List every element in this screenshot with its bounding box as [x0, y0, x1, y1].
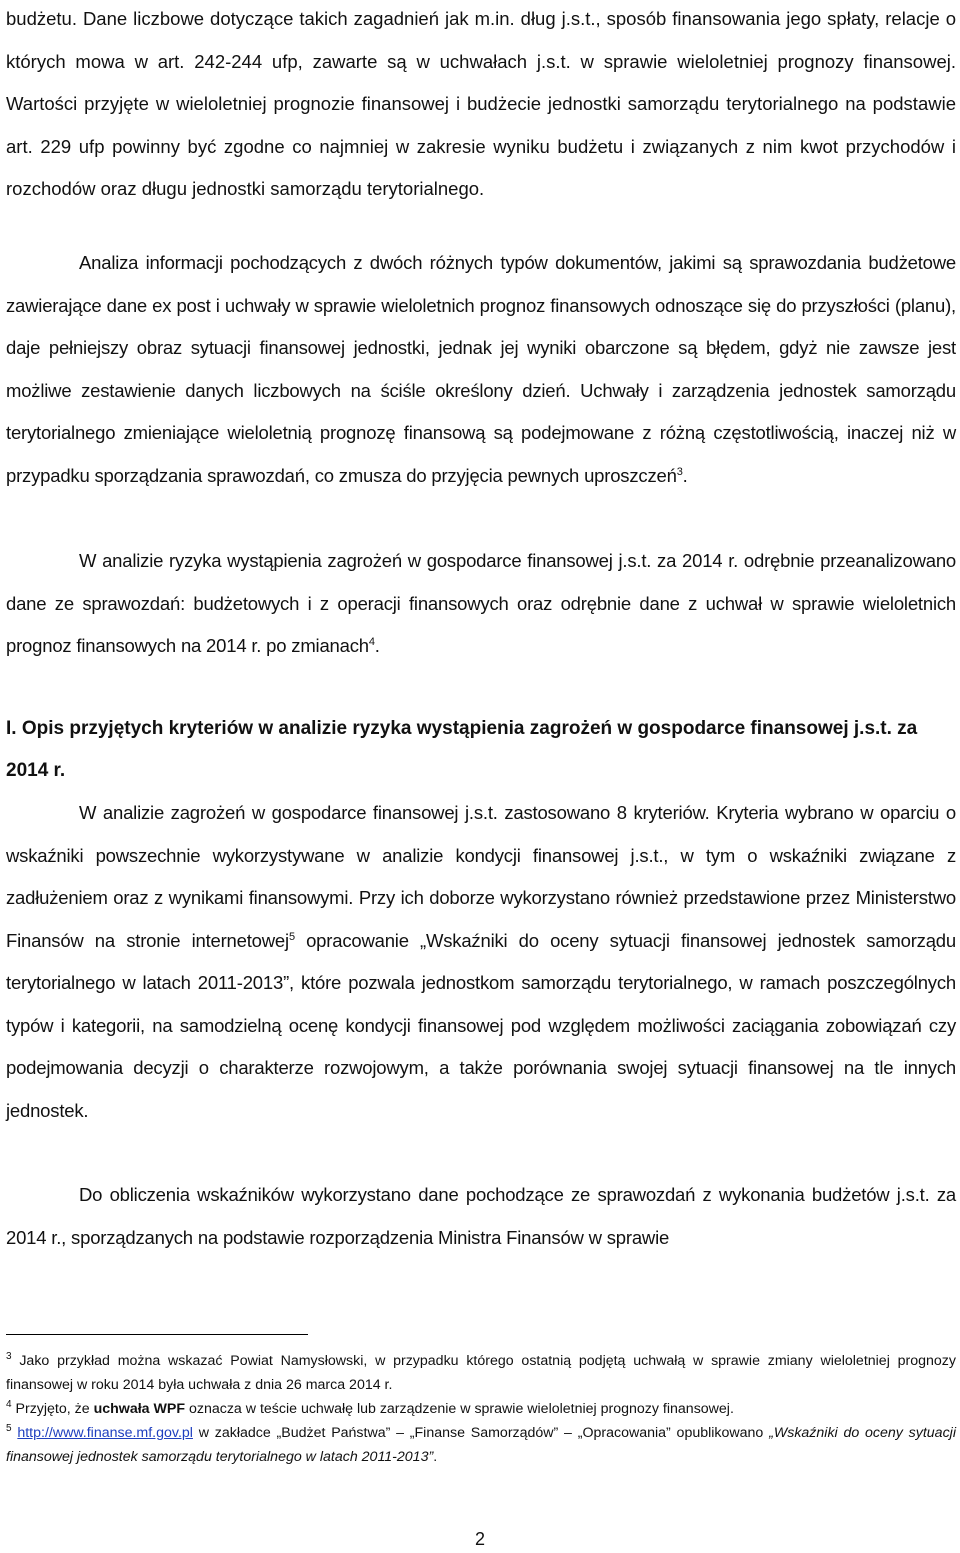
- paragraph-end: .: [682, 464, 688, 486]
- footnote-ref-4[interactable]: 4: [368, 636, 375, 648]
- paragraph-wpf-budget: budżetu. Dane liczbowe dotyczące takich zagadnień jak m.in. dług j.s.t., sposób finansowania jego spłaty, relacje o których mowa w art. 242-244 ufp, zawarte są w uchwałach j.s.t. w sprawie wieloletniej prognozy finansowej. Wartości przyjęte w wieloletniej prognozie finansowej i budżecie jednostki samorządu terytorialnego na podstawie art. 229 ufp powinny być zgodne co najmniej w zakresie wyniku budżetu i związanych z nim kwot przychodów i rozchodów oraz długu jednostki samorządu terytorialnego.: [6, 8, 956, 199]
- footnote-text: Przyjęto, że: [11, 1401, 94, 1417]
- footnote-5: [6, 1421, 956, 1469]
- footnote-italic-title: „Wskaźniki do oceny sytuacji finansowej jednostek samorządu terytorialnego w latach 2011-2013”: [6, 1425, 956, 1465]
- paragraph-criteria: [6, 792, 956, 1132]
- footnote-bold-term: uchwała WPF: [93, 1401, 186, 1417]
- footnote-text: w zakładce „Budżet Państwa” – „Finanse Samorządów” – „Opracowania” opublikowano: [192, 1425, 764, 1441]
- paragraph-indicators-source: Do obliczenia wskaźników wykorzystano dane pochodzące ze sprawozdań z wykonania budżetów j.s.t. za 2014 r., sporządzanych na podstawie rozporządzenia Ministra Finansów w sprawie: [6, 1184, 956, 1248]
- paragraph-end: .: [374, 635, 380, 656]
- footnote-4: [6, 1397, 956, 1421]
- paragraph-text: W analizie ryzyka wystąpienia zagrożeń w gospodarce finansowej j.s.t. za 2014 r. odrębnie przeanalizowano dane ze sprawozdań: budżetowych i z operacji finansowych oraz odrębnie dane z uchwał w sprawie wieloletnich prognoz finansowych na 2014 r. po zmianach: [6, 550, 956, 656]
- paragraph-analysis-sources: [6, 242, 956, 497]
- page-number: 2: [474, 1529, 485, 1549]
- footnote-text: Jako przykład można wskazać Powiat Namysłowski, w przypadku którego ostatnią podjętą uchwałą w sprawie zmiany wieloletniej prognozy finansowej w roku 2014 była uchwała z dnia 26 marca 2014 r.: [6, 1353, 956, 1393]
- footnote-number: 3: [6, 1351, 12, 1362]
- paragraph-risk-analysis: [6, 540, 956, 668]
- footnote-end: .: [433, 1449, 438, 1465]
- paragraph-text: Analiza informacji pochodzących z dwóch różnych typów dokumentów, jakimi są sprawozdania budżetowe zawierające dane ex post i uchwały w sprawie wieloletnich prognoz finansowych odnoszące się do przyszłości (planu), daje pełniejszy obraz sytuacji finansowej jednostki, jednak jej wyniki obarczone są błędem, gdyż nie zawsze jest możliwe zestawienie danych liczbowych na ściśle określony dzień. Uchwały i zarządzenia jednostek samorządu terytorialnego zmieniające wieloletnią prognozę finansową są podejmowane z różną częstotliwością, inaczej niż w przypadku sporządzania sprawozdań, co zmusza do przyjęcia pewnych uproszczeń: [6, 252, 956, 486]
- footnote-ref-5[interactable]: 5: [288, 930, 295, 943]
- section-heading: I. Opis przyjętych kryteriów w analizie ryzyka wystąpienia zagrożeń w gospodarce finansowej j.s.t. za 2014 r.: [6, 718, 918, 781]
- footnote-ref-3[interactable]: 3: [676, 465, 683, 478]
- paragraph-text: W analizie zagrożeń w gospodarce finansowej j.s.t. zastosowano 8 kryteriów. Kryteria wybrano w oparciu o wskaźniki powszechnie wykorzystywane w analizie kondycji finansowej j.s.t., w tym o wskaźniki związane z zadłużeniem oraz z wynikami finansowymi. Przy ich doborze wykorzystano również przedstawione przez Ministerstwo Finansów na stronie internetowej: [6, 802, 956, 951]
- footnote-3: [6, 1349, 956, 1397]
- footnote-number: 5: [6, 1423, 12, 1434]
- footnote-link[interactable]: http://www.finanse.mf.gov.pl: [17, 1425, 193, 1441]
- footnote-text-continued: oznacza w teście uchwałę lub zarządzenie w sprawie wieloletniej prognozy finansowej.: [185, 1401, 734, 1417]
- paragraph-text-continued: opracowanie „Wskaźniki do oceny sytuacji finansowej jednostek samorządu terytorialnego w latach 2011-2013”, które pozwala jednostkom samorządu terytorialnego, w ramach poszczególnych typów i kategorii, na samodzielną ocenę kondycji finansowej pod względem możliwości zaciągania zobowiązań czy podejmowania decyzji o charakterze rozwojowym, a także porównania swojej sytuacji finansowej na tle innych jednostek.: [6, 929, 956, 1121]
- footnote-number: 4: [6, 1399, 12, 1410]
- footnote-separator: [6, 1334, 308, 1335]
